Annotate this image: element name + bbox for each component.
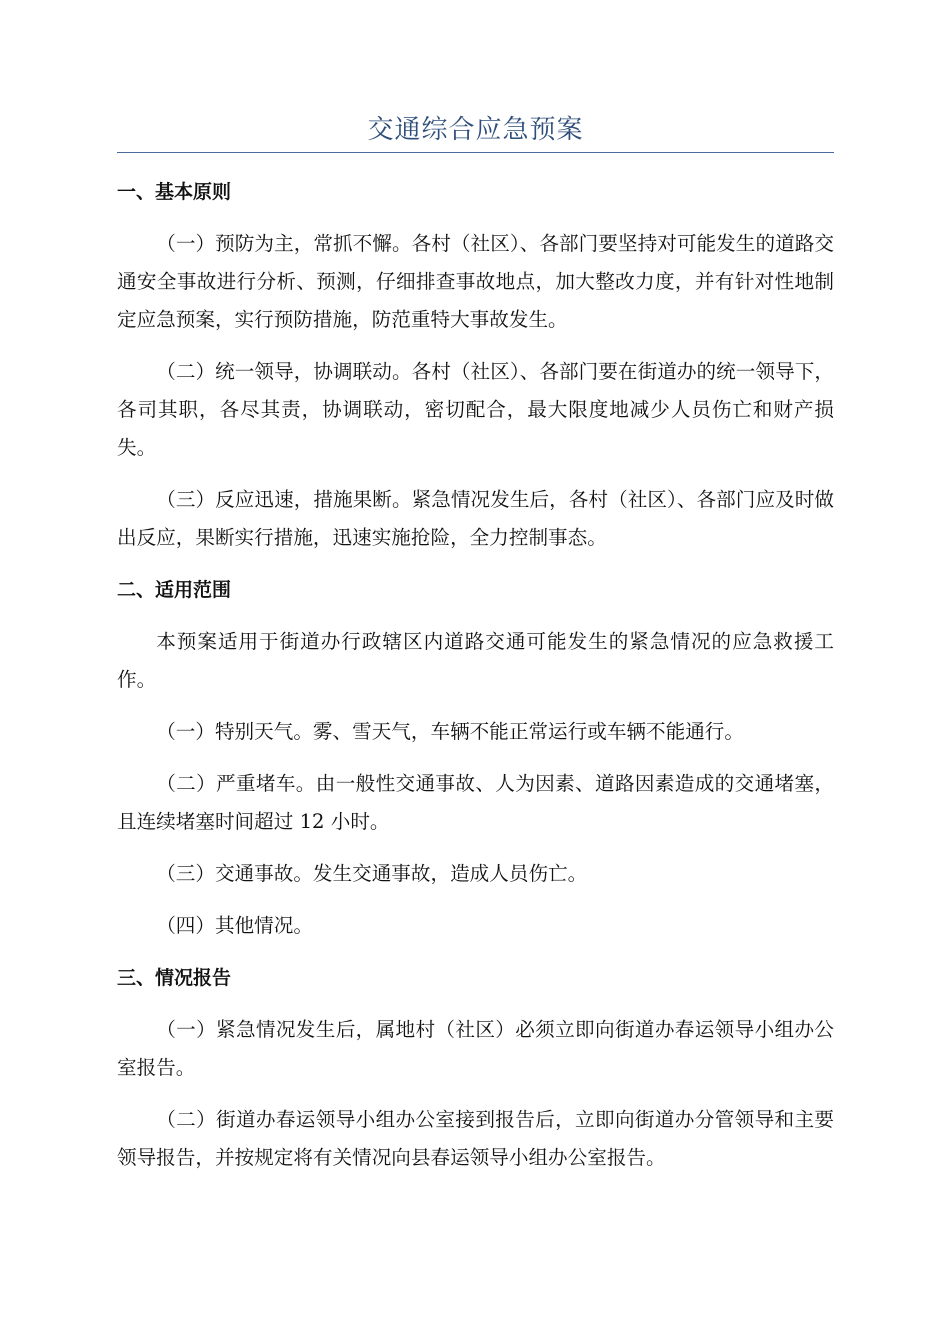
paragraph: （二）严重堵车。由一般性交通事故、人为因素、道路因素造成的交通堵塞，且连续堵塞时间超过 12 小时。: [117, 772, 834, 833]
section-basic-principles: [117, 173, 834, 557]
paragraph: （二）统一领导，协调联动。各村（社区）、各部门要在街道办的统一领导下，各司其职，各尽其责，协调联动，密切配合，最大限度地减少人员伤亡和财产损失。: [117, 360, 834, 459]
paragraph: （二）街道办春运领导小组办公室接到报告后，立即向街道办分管领导和主要领导报告，并按规定将有关情况向县春运领导小组办公室报告。: [117, 1108, 834, 1169]
paragraph: （三）反应迅速，措施果断。紧急情况发生后，各村（社区）、各部门应及时做出反应，果断实行措施，迅速实施抢险，全力控制事态。: [117, 488, 834, 549]
section-heading: 三、情况报告: [117, 967, 232, 989]
document-page: [117, 110, 834, 1177]
paragraph: （三）交通事故。发生交通事故，造成人员伤亡。: [156, 862, 588, 885]
paragraph: 本预案适用于街道办行政辖区内道路交通可能发生的紧急情况的应急救援工作。: [117, 630, 834, 691]
paragraph: （一）特别天气。雾、雪天气，车辆不能正常运行或车辆不能通行。: [156, 720, 744, 743]
section-scope: [117, 571, 834, 945]
paragraph: （四）其他情况。: [156, 914, 313, 937]
paragraph: （一）紧急情况发生后，属地村（社区）必须立即向街道办春运领导小组办公室报告。: [117, 1018, 834, 1079]
section-heading: 一、基本原则: [117, 181, 232, 203]
paragraph: （一）预防为主，常抓不懈。各村（社区）、各部门要坚持对可能发生的道路交通安全事故进行分析、预测，仔细排查事故地点，加大整改力度，并有针对性地制定应急预案，实行预防措施，防范重特大事故发生。: [117, 232, 834, 331]
section-heading: 二、适用范围: [117, 579, 232, 601]
document-title: 交通综合应急预案: [367, 115, 584, 145]
section-situation-report: [117, 959, 834, 1177]
